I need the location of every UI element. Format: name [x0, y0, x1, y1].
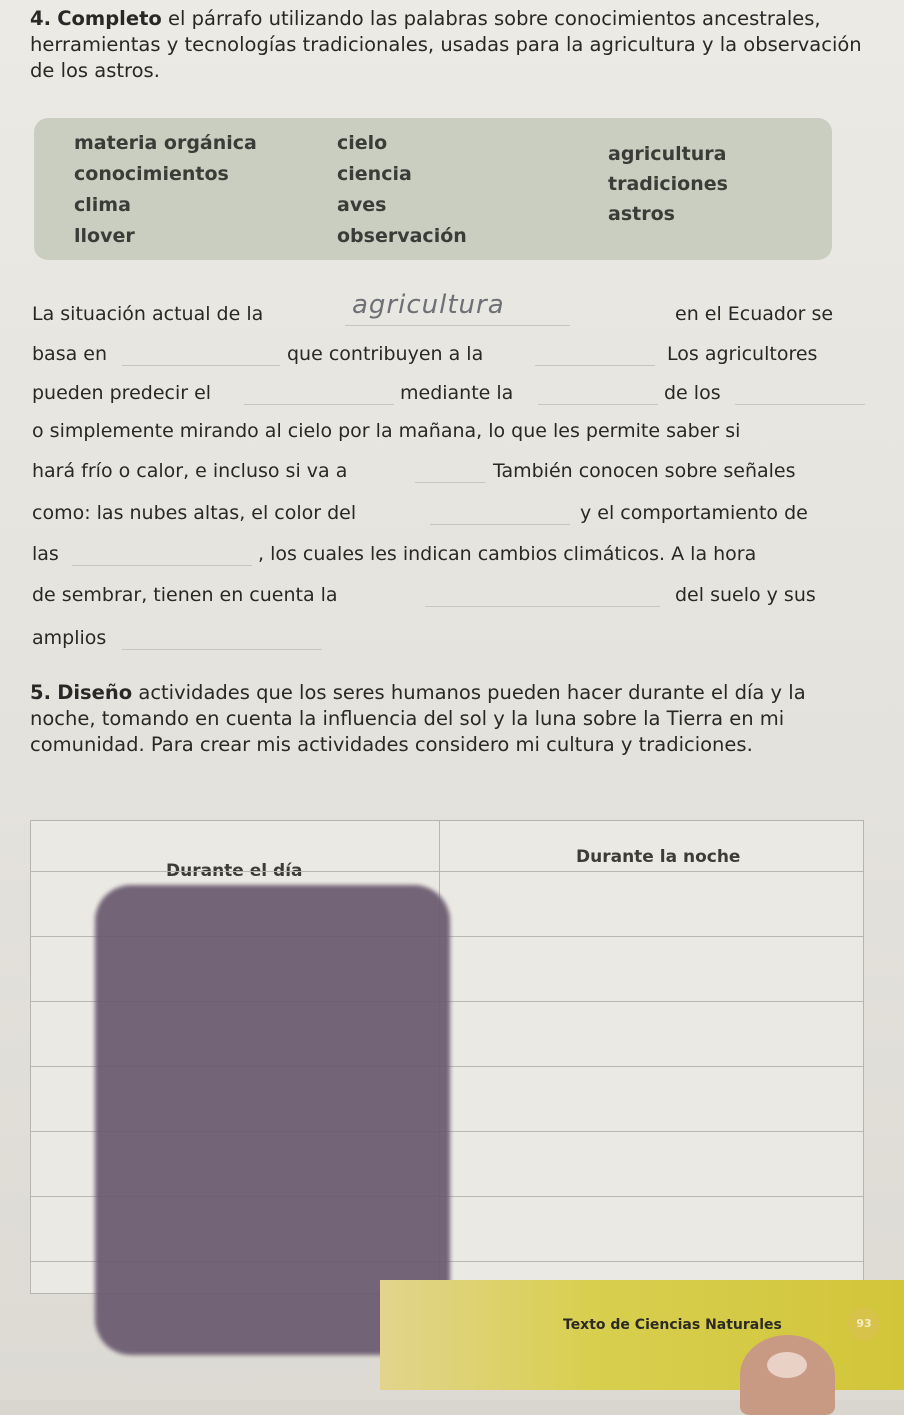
word-bank-item: observación [337, 225, 467, 247]
paragraph-text: basa en [32, 343, 108, 365]
paragraph-text: Los agricultores [667, 343, 818, 365]
handwritten-answer: agricultura [352, 290, 505, 320]
table-row-line [31, 871, 863, 872]
paragraph-text: que contribuyen a la [287, 343, 484, 365]
answer-blank[interactable] [535, 365, 655, 366]
question-4-number: 4. [30, 7, 51, 30]
word-bank-item: aves [337, 194, 387, 216]
paragraph-text: las [32, 543, 59, 565]
paragraph-text: o simplemente mirando al cielo por la mañana, lo que les permite saber si [32, 420, 741, 442]
word-bank-item: materia orgánica [74, 132, 257, 154]
paragraph-text: La situación actual de la [32, 303, 264, 325]
word-bank-item: clima [74, 194, 131, 216]
word-bank [34, 118, 832, 260]
answer-blank[interactable] [430, 524, 570, 525]
paragraph-text: amplios [32, 627, 107, 649]
paragraph-text: mediante la [400, 382, 514, 404]
paragraph-text: pueden predecir el [32, 382, 212, 404]
question-4 [30, 6, 870, 84]
answer-blank[interactable] [538, 404, 658, 405]
paragraph-text: de sembrar, tienen en cuenta la [32, 584, 338, 606]
word-bank-item: ciencia [337, 163, 412, 185]
question-4-instruction: el párrafo utilizando las palabras sobre conocimientos ancestrales, herramientas y tecnologías tradicionales, usadas para la agricultura y la observación de los astros. [30, 7, 862, 82]
answer-blank[interactable] [735, 404, 865, 405]
word-bank-item: astros [608, 203, 675, 225]
word-bank-item: tradiciones [608, 173, 728, 195]
paragraph-text: , los cuales les indican cambios climáticos. A la hora [258, 543, 757, 565]
answer-blank[interactable] [72, 565, 252, 566]
paragraph-text: hará frío o calor, e incluso si va a [32, 460, 348, 482]
answer-blank[interactable] [345, 325, 570, 326]
answer-blank[interactable] [244, 404, 394, 405]
question-5 [30, 680, 870, 758]
page-number: 93 [848, 1308, 880, 1340]
word-bank-item: agricultura [608, 143, 727, 165]
table-header-night: Durante la noche [576, 847, 741, 867]
fingernail [767, 1352, 807, 1378]
paragraph-text: como: las nubes altas, el color del [32, 502, 357, 524]
paragraph-text: del suelo y sus [675, 584, 816, 606]
paragraph-text: de los [664, 382, 721, 404]
paragraph-text: y el comportamiento de [580, 502, 808, 524]
answer-blank[interactable] [122, 365, 280, 366]
question-5-number: 5. [30, 681, 51, 704]
word-bank-item: llover [74, 225, 135, 247]
paragraph-text: También conocen sobre señales [493, 460, 796, 482]
footer-text: Texto de Ciencias Naturales [563, 1317, 782, 1333]
answer-blank[interactable] [415, 482, 485, 483]
word-bank-item: conocimientos [74, 163, 229, 185]
answer-blank[interactable] [122, 649, 322, 650]
question-5-verb: Diseño [57, 681, 133, 704]
table-header-day: Durante el día [166, 861, 303, 881]
question-4-verb: Completo [57, 7, 162, 30]
answer-blank[interactable] [425, 606, 660, 607]
paragraph-text: en el Ecuador se [675, 303, 834, 325]
word-bank-item: cielo [337, 132, 388, 154]
question-5-instruction: actividades que los seres humanos pueden hacer durante el día y la noche, tomando en cuenta la influencia del sol y la luna sobre la Tierra en mi comunidad. Para crear mis actividades considero mi cultura y tradiciones. [30, 681, 806, 756]
